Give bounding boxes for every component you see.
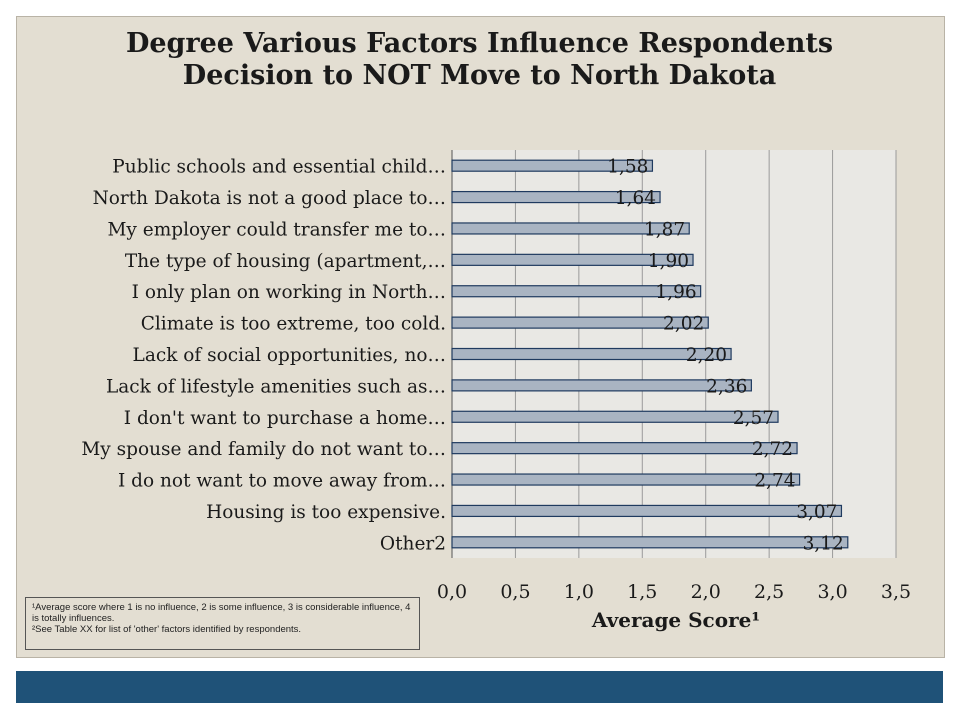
data-label: 2,20 — [685, 345, 728, 366]
chart-title-line-1: Degree Various Factors Influence Respondents — [125, 28, 834, 59]
data-label: 2,72 — [751, 439, 794, 461]
bar — [452, 505, 841, 516]
category-label: I don't want to purchase a home… — [123, 407, 446, 429]
data-label: 1,87 — [644, 219, 686, 241]
category-label: Lack of lifestyle amenities such as… — [105, 376, 446, 398]
bar — [452, 411, 778, 422]
bar — [452, 537, 848, 548]
category-label: My spouse and family do not want to… — [81, 439, 446, 461]
x-tick-label: 3,0 — [817, 581, 848, 603]
category-label: Public schools and essential child… — [112, 156, 446, 178]
data-label: 2,57 — [732, 407, 775, 429]
bar — [452, 443, 797, 454]
bar — [452, 474, 800, 485]
data-label: 1,96 — [655, 282, 697, 304]
footnote-line-2: ²See Table XX for list of 'other' factors identified by respondents. — [32, 624, 302, 635]
category-label: I do not want to move away from… — [117, 470, 446, 492]
data-label: 2,02 — [663, 313, 705, 335]
x-tick-label: 0,5 — [500, 581, 531, 603]
footnote-box — [25, 597, 420, 650]
chart-title-line-2: Decision to NOT Move to North Dakota — [182, 60, 777, 91]
data-label: 3,12 — [802, 533, 844, 555]
x-tick-label: 0,0 — [436, 581, 468, 603]
x-tick-label: 3,5 — [880, 581, 912, 603]
data-label: 1,58 — [607, 156, 649, 178]
x-tick-label: 1,5 — [627, 581, 658, 603]
category-label: Housing is too expensive. — [206, 501, 446, 523]
data-label: 1,64 — [614, 188, 657, 210]
data-label: 2,36 — [706, 376, 748, 398]
x-tick-label: 2,5 — [754, 581, 785, 603]
x-axis-title: Average Score¹ — [591, 608, 761, 632]
category-label: I only plan on working in North… — [131, 282, 446, 304]
category-label: My employer could transfer me to… — [107, 219, 446, 241]
category-label: Climate is too extreme, too cold. — [140, 313, 446, 335]
footnote-line-1: ¹Average score where 1 is no influence, 2 is some influence, 3 is considerable influence, 4 is totally influences. — [32, 602, 411, 624]
category-label: Lack of social opportunities, no… — [132, 345, 446, 366]
category-label: Other2 — [379, 533, 446, 555]
category-label: The type of housing (apartment,… — [124, 250, 446, 272]
data-label: 3,07 — [796, 501, 838, 523]
x-tick-label: 2,0 — [690, 581, 721, 603]
x-tick-label: 1,0 — [563, 581, 594, 603]
category-label: North Dakota is not a good place to… — [92, 188, 446, 210]
data-label: 2,74 — [754, 470, 796, 492]
data-label: 1,90 — [647, 250, 690, 272]
